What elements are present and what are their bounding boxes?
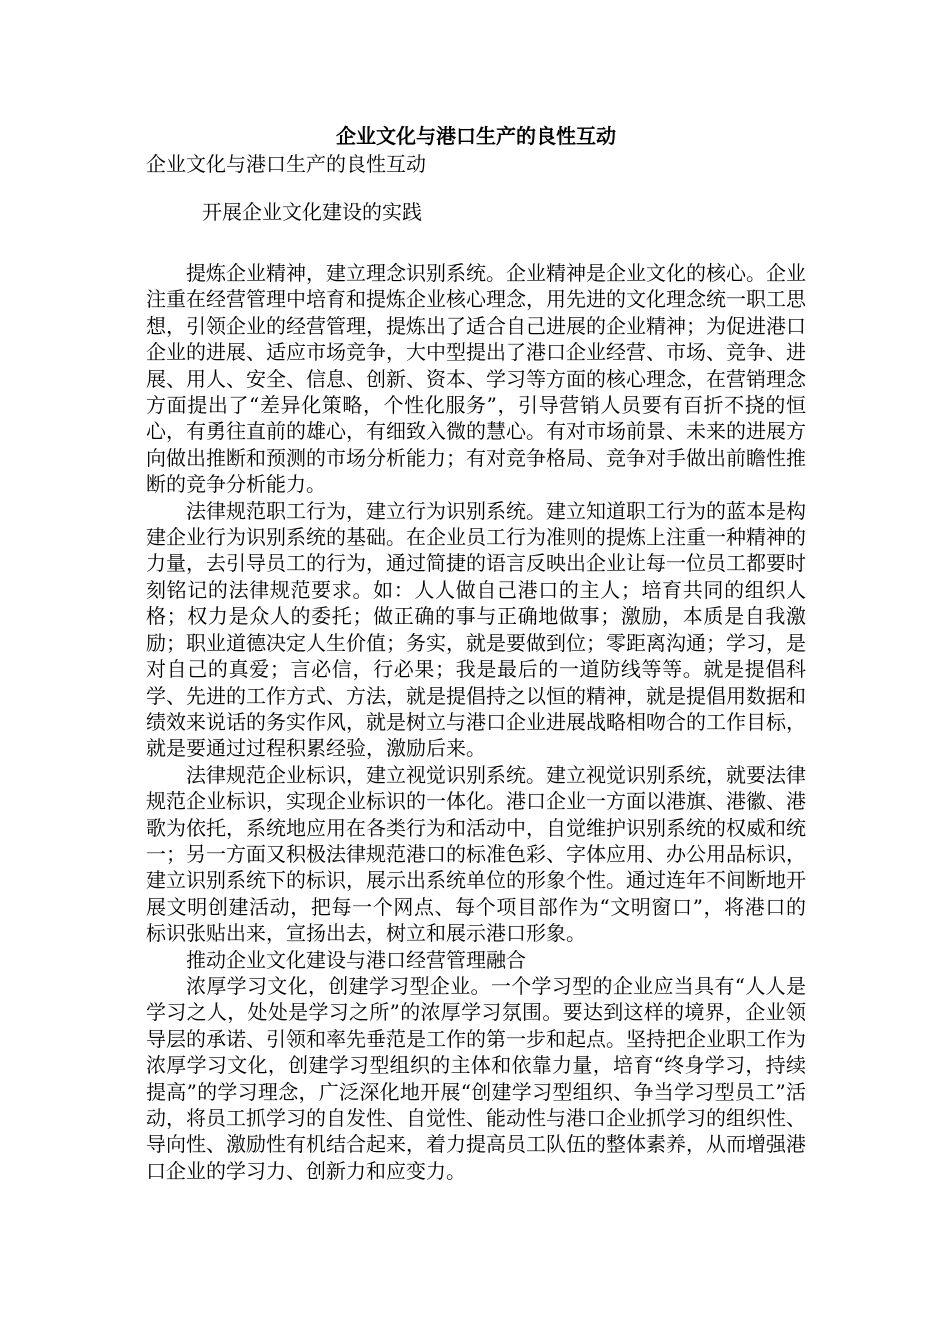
spacer [146,226,806,260]
section-heading: 开展企业文化建设的实践 [202,200,422,224]
paragraph-enterprise-spirit: 提炼企业精神，建立理念识别系统。企业精神是企业文化的核心。企业注重在经营管理中培育和提炼企业核心理念，用先进的文化理念统一职工思想，引领企业的经营管理，提炼出了适合自己进展的企业精神；为促进港口企业的进展、适应市场竞争，大中型提出了港口企业经营、市场、竞争、进展、用人、安全、信息、创新、资本、学习等方面的核心理念，在营销理念方面提出了“差异化策略，个性化服务”，引导营销人员要有百折不挠的恒心，有勇往直前的雄心，有细致入微的慧心。有对市场前景、未来的进展方向做出推断和预测的市场分析能力；有对竞争格局、竞争对手做出前瞻性推断的竞争分析能力。 [146,261,806,497]
paragraph-learning-culture: 浓厚学习文化，创建学习型企业。一个学习型的企业应当具有“人人是学习之人，处处是学习之所”的浓厚学习氛围。要达到这样的境界，企业领导层的承诺、引领和率先垂范是工作的第一步和起点。坚持把企业职工作为浓厚学习文化，创建学习型组织的主体和依靠力量，培育“终身学习，持续提高”的学习理念，广泛深化地开展“创建学习型组织、争当学习型员工”活动，将员工抓学习的自发性、自觉性、能动性与港口企业抓学习的组织性、导向性、激励性有机结合起来，着力提高员工队伍的整体素养，从而增强港口企业的学习力、创新力和应变力。 [146,973,806,1183]
paragraph-behavior-identity: 法律规范职工行为，建立行为识别系统。建立知道职工行为的蓝本是构建企业行为识别系统的基础。在企业员工行为准则的提炼上注重一种精神的力量，去引导员工的行为，通过简捷的语言反映出企业让每一位员工都要时刻铭记的法律规范要求。如：人人做自己港口的主人；培育共同的组织人格；权力是众人的委托；做正确的事与正确地做事；激励，本质是自我激励；职业道德决定人生价值；务实，就是要做到位；零距离沟通；学习，是对自己的真爱；言必信，行必果；我是最后的一道防线等等。就是提倡科学、先进的工作方式、方法，就是提倡持之以恒的精神，就是提倡用数据和绩效来说话的务实作风，就是树立与港口企业进展战略相吻合的工作目标，就是要通过过程积累经验，激励后来。 [146,498,806,761]
subheading-integration: 推动企业文化建设与港口经营管理融合 [186,947,526,972]
document-page [146,122,806,1184]
document-title: 企业文化与港口生产的良性互动 [336,124,616,148]
paragraph-visual-identity: 法律规范企业标识，建立视觉识别系统。建立视觉识别系统，就要法律规范企业标识，实现企业标识的一体化。港口企业一方面以港旗、港徽、港歌为依托，系统地应用在各类行为和活动中，自觉维护识别系统的权威和统一；另一方面又积极法律规范港口的标准色彩、字体应用、办公用品标识，建立识别系统下的标识，展示出系统单位的形象个性。通过连年不间断地开展文明创建活动，把每一个网点、每个项目部作为“文明窗口”，将港口的标识张贴出来，宣扬出去，树立和展示港口形象。 [146,762,806,946]
document-subtitle: 企业文化与港口生产的良性互动 [146,152,426,176]
